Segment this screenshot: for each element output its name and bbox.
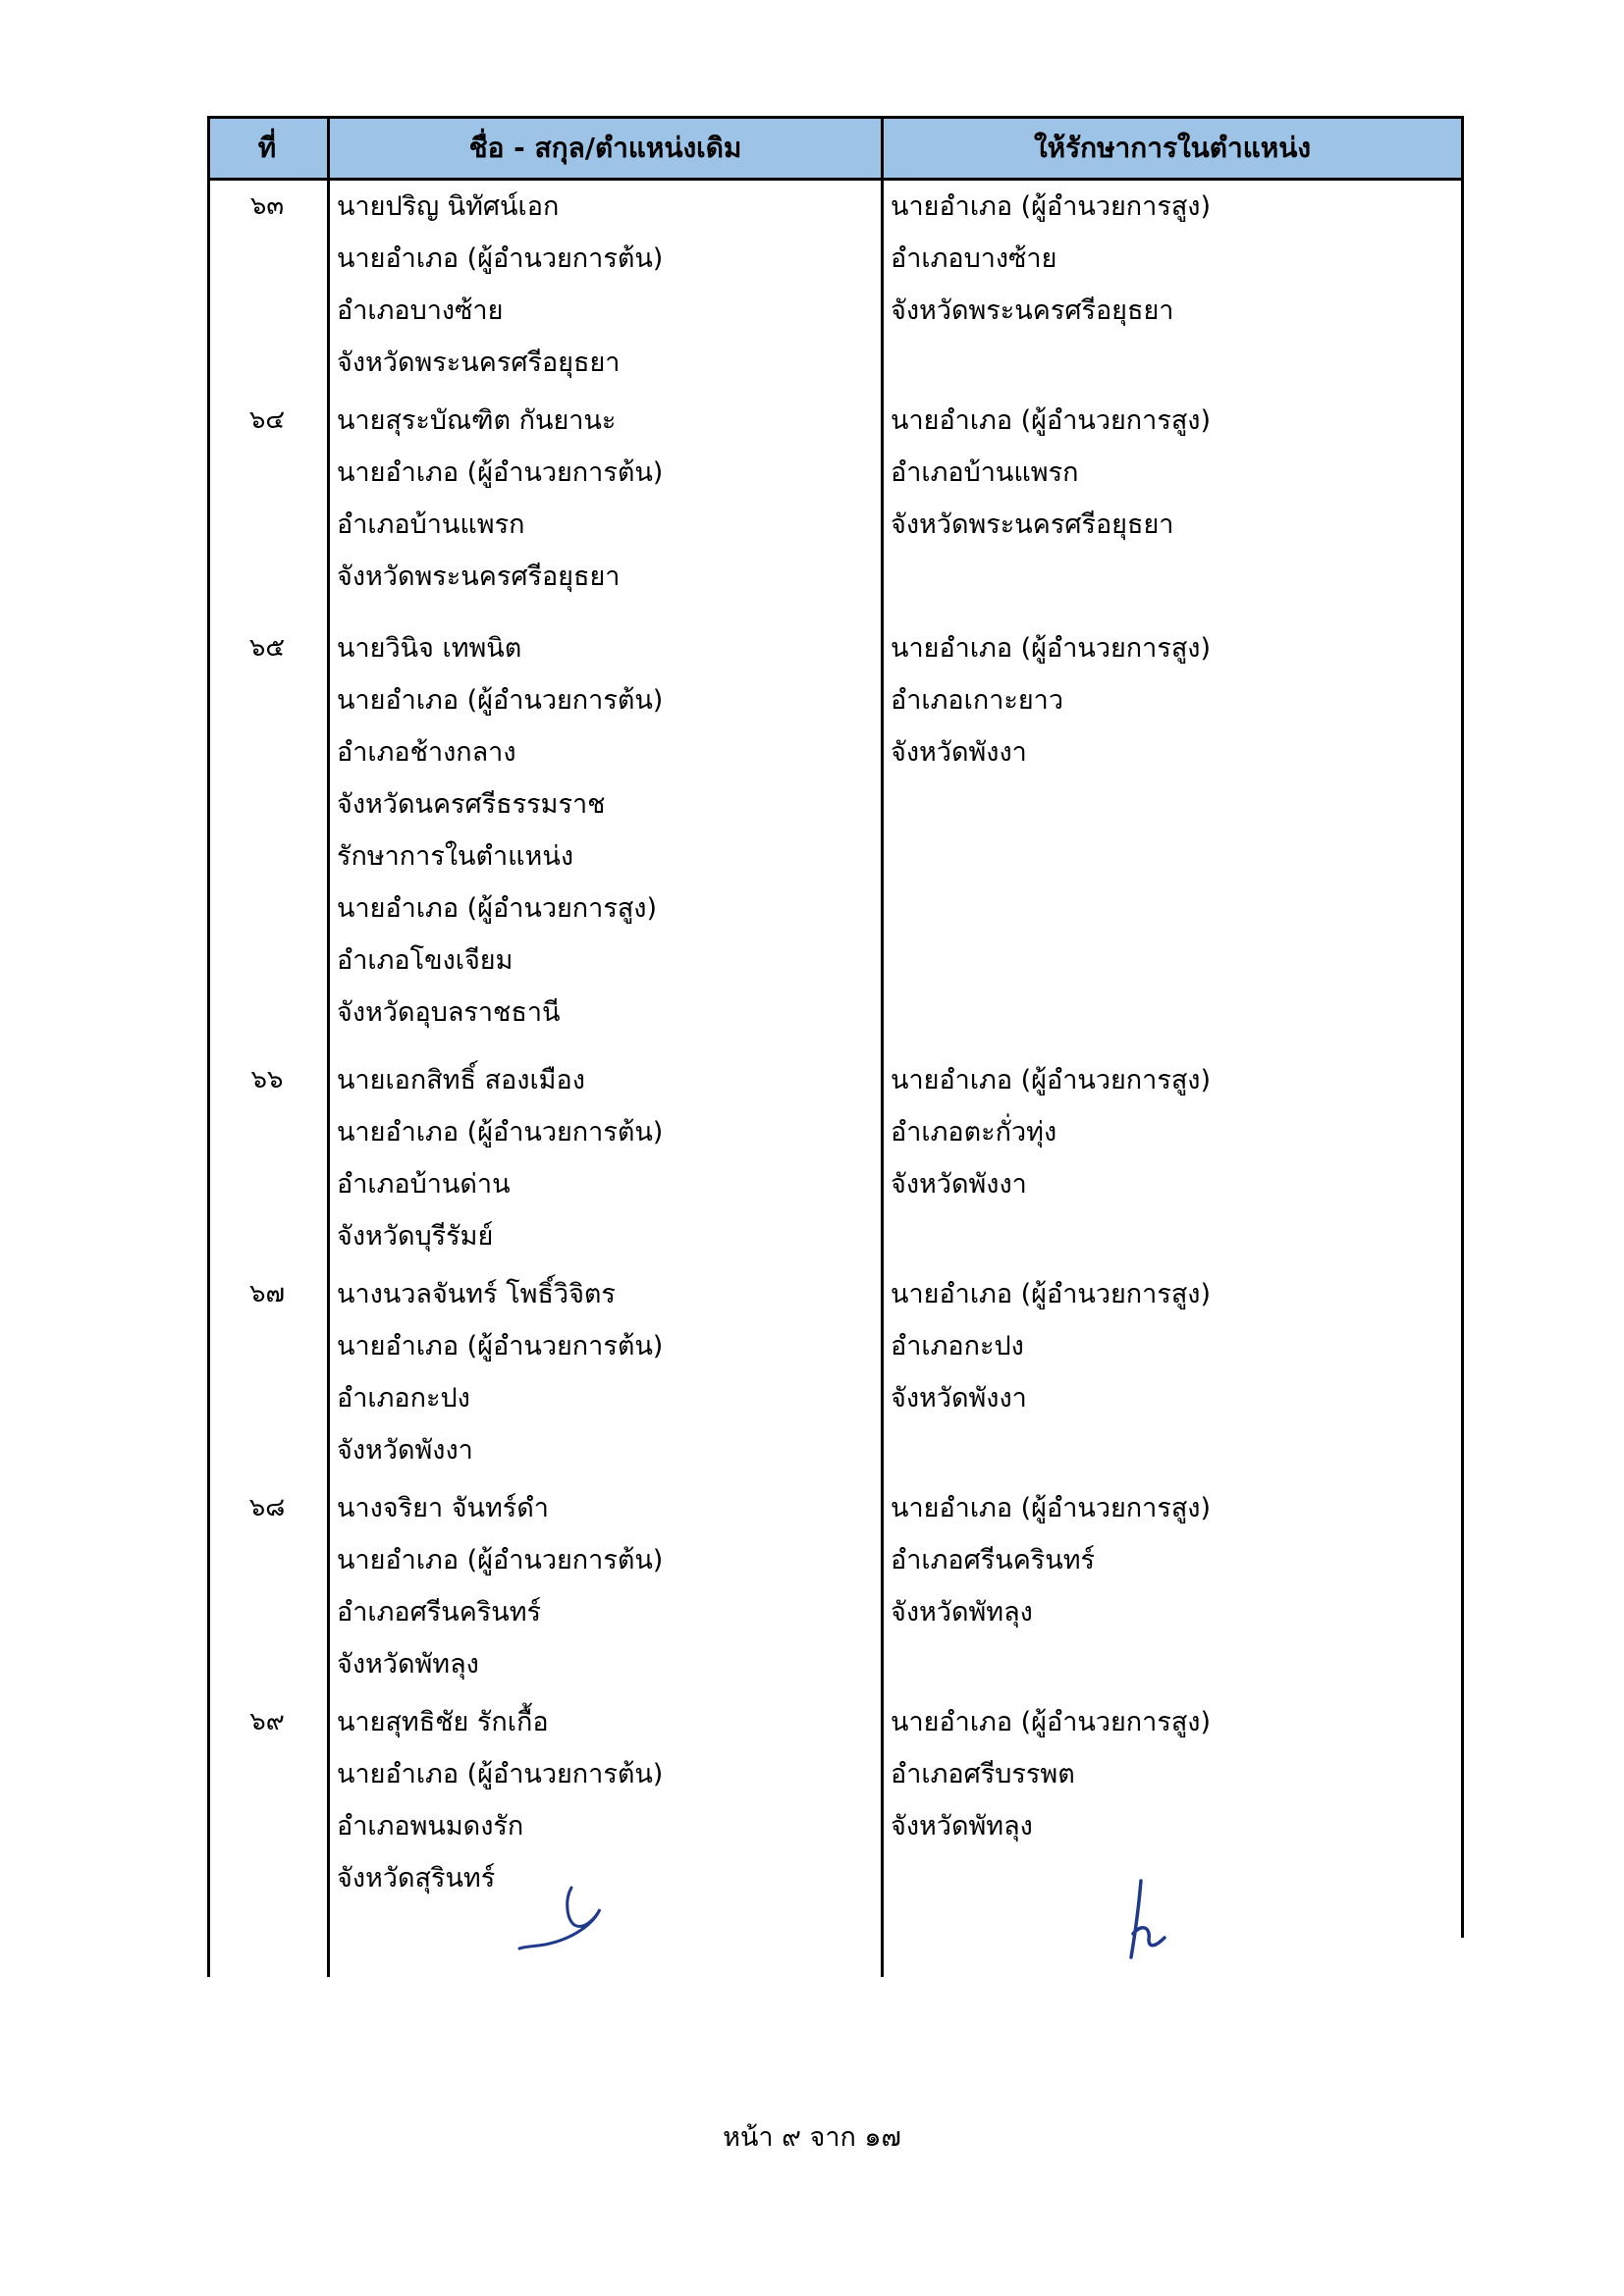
name-position-line: นายอำเภอ (ผู้อำนวยการต้น) (337, 685, 664, 716)
name-position-line: รักษาการในตำแหน่ง (337, 841, 573, 872)
row-number: ๖๕ (248, 633, 286, 663)
name-position-line: นายอำเภอ (ผู้อำนวยการต้น) (337, 1545, 664, 1575)
row-number: ๖๖ (250, 1065, 284, 1095)
acting-position-line: จังหวัดพังงา (891, 1383, 1027, 1414)
acting-position-line: อำเภอบางซ้าย (891, 243, 1057, 274)
acting-position-line: อำเภอกะปง (891, 1331, 1024, 1362)
name-position-cell (337, 1696, 877, 1904)
row-number: ๖๘ (248, 1493, 286, 1522)
name-position-cell (337, 1482, 877, 1690)
name-position-cell (337, 1268, 877, 1476)
name-position-line: นายอำเภอ (ผู้อำนวยการต้น) (337, 1331, 664, 1362)
header-name-position: ชื่อ - สกุล/ตำแหน่งเดิม (468, 132, 742, 164)
acting-position-line: จังหวัดพังงา (891, 737, 1027, 768)
acting-position-line: อำเภอศรีบรรพต (891, 1759, 1075, 1789)
name-position-line: อำเภอศรีนครินทร์ (337, 1597, 542, 1628)
acting-position-cell (891, 622, 1455, 778)
name-position-line: จังหวัดพังงา (337, 1435, 473, 1466)
name-position-line: นายอำเภอ (ผู้อำนวยการต้น) (337, 1759, 664, 1789)
name-position-cell (337, 181, 877, 389)
name-position-line: จังหวัดบุรีรัมย์ (337, 1221, 494, 1252)
acting-position-line: จังหวัดพังงา (891, 1169, 1027, 1200)
acting-position-cell (891, 1268, 1455, 1424)
name-position-line: นายวินิจ เทพนิต (337, 633, 522, 664)
table-border-left (207, 116, 210, 1977)
name-position-line: นางจริยา จันทร์ดำ (337, 1493, 549, 1523)
acting-position-cell (891, 395, 1455, 551)
name-position-cell (337, 1054, 877, 1262)
page-footer: หน้า ๙ จาก ๑๗ (723, 2122, 901, 2153)
row-number: ๖๙ (249, 1707, 285, 1736)
acting-position-line: นายอำเภอ (ผู้อำนวยการสูง) (891, 633, 1212, 664)
table-border-right (1461, 116, 1464, 1938)
name-position-line: นายสุทธิชัย รักเกื้อ (337, 1707, 549, 1737)
acting-position-line: นายอำเภอ (ผู้อำนวยการสูง) (891, 1707, 1212, 1737)
acting-position-line: อำเภอตะกั่วทุ่ง (891, 1117, 1057, 1148)
row-number: ๖๓ (249, 191, 285, 221)
name-position-cell (337, 622, 877, 1039)
acting-position-line: จังหวัดพัทลุง (891, 1597, 1033, 1628)
acting-position-line: นายอำเภอ (ผู้อำนวยการสูง) (891, 1279, 1212, 1309)
acting-position-line: นายอำเภอ (ผู้อำนวยการสูง) (891, 1493, 1212, 1523)
acting-position-line: จังหวัดพัทลุง (891, 1811, 1033, 1842)
name-position-line: นายสุระบัณฑิต กันยานะ (337, 405, 617, 436)
table-divider-2 (881, 116, 884, 1977)
name-position-line: จังหวัดสุรินทร์ (337, 1863, 496, 1894)
acting-position-line: อำเภอศรีนครินทร์ (891, 1545, 1096, 1575)
name-position-line: นายอำเภอ (ผู้อำนวยการต้น) (337, 243, 664, 274)
name-position-line: อำเภอบางซ้าย (337, 295, 504, 326)
acting-position-line: อำเภอบ้านแพรก (891, 457, 1079, 488)
name-position-line: นายเอกสิทธิ์ สองเมือง (337, 1065, 585, 1095)
name-position-line: นายอำเภอ (ผู้อำนวยการต้น) (337, 457, 664, 488)
name-position-line: อำเภอบ้านด่าน (337, 1169, 511, 1200)
acting-position-cell (891, 1054, 1455, 1210)
acting-position-line: จังหวัดพระนครศรีอยุธยา (891, 509, 1174, 540)
acting-position-line: จังหวัดพระนครศรีอยุธยา (891, 295, 1174, 326)
acting-position-cell (891, 181, 1455, 337)
acting-position-line: นายอำเภอ (ผู้อำนวยการสูง) (891, 191, 1212, 222)
acting-position-line: นายอำเภอ (ผู้อำนวยการสูง) (891, 405, 1212, 436)
name-position-line: นายปริญ นิทัศน์เอก (337, 191, 560, 222)
row-number: ๖๔ (248, 405, 286, 435)
acting-position-cell (891, 1696, 1455, 1852)
name-position-cell (337, 395, 877, 603)
signature-left (515, 1880, 614, 1958)
name-position-line: นายอำเภอ (ผู้อำนวยการต้น) (337, 1117, 664, 1148)
name-position-line: จังหวัดพระนครศรีอยุธยา (337, 561, 621, 592)
name-position-line: จังหวัดพระนครศรีอยุธยา (337, 347, 621, 378)
name-position-line: นางนวลจันทร์ โพธิ์วิจิตร (337, 1279, 616, 1309)
header-acting-position: ให้รักษาการในตำแหน่ง (1033, 132, 1312, 164)
table-divider-1 (327, 116, 330, 1977)
acting-position-line: นายอำเภอ (ผู้อำนวยการสูง) (891, 1065, 1212, 1095)
name-position-line: อำเภอพนมดงรัก (337, 1811, 524, 1842)
table-header (207, 116, 1464, 181)
signature-right (1119, 1875, 1178, 1963)
name-position-line: จังหวัดอุบลราชธานี (337, 997, 561, 1028)
row-number: ๖๗ (248, 1279, 286, 1308)
name-position-line: อำเภอกะปง (337, 1383, 470, 1414)
header-number: ที่ (257, 132, 277, 164)
name-position-line: อำเภอช้างกลาง (337, 737, 516, 768)
name-position-line: จังหวัดพัทลุง (337, 1649, 479, 1680)
name-position-line: จังหวัดนครศรีธรรมราช (337, 789, 606, 820)
appointment-table (207, 116, 1464, 1977)
name-position-line: อำเภอบ้านแพรก (337, 509, 525, 540)
acting-position-line: อำเภอเกาะยาว (891, 685, 1064, 716)
name-position-line: นายอำเภอ (ผู้อำนวยการสูง) (337, 893, 658, 924)
acting-position-cell (891, 1482, 1455, 1638)
name-position-line: อำเภอโขงเจียม (337, 945, 514, 976)
